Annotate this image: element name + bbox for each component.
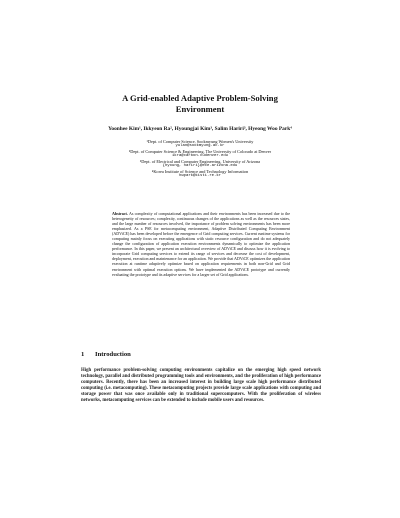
introduction-paragraph: High performance problem-solving computing environments capitalize on the emerging high speed network technology, parallel and distributed programming tools and environments, and the proliferation of high performance computers. Recently, there has been an increased interest in building large scale high performance distributed computing (i.e. metacomputing). These metacomputing projects provide large scale applications with computing and storage power that was once available only in traditional supercomputers. With the proliferation of wireless networks, metacomputing services can be extended to include mobile users and resources. <box>81 368 321 404</box>
paper-title <box>60 93 340 114</box>
abstract <box>112 211 290 277</box>
section-number: 1 <box>81 351 85 358</box>
affiliation-1: ¹Dept. of Computer Science, Sookmyung Women's University <box>146 139 254 144</box>
affiliation-3: ³Dept. of Electrical and Computer Engineering, University of Arizona <box>139 159 261 164</box>
author-list: Yoonhee Kim¹, Ikkyeon Ra², Hyoungjai Kim³, Salim Hariri³, Hyeong Woo Park⁴ <box>108 126 292 132</box>
affiliation-4: ⁴Korea Institute of Science and Technology Information <box>151 169 249 174</box>
affiliation-2-email: ikra@carbon.cudenver.edu <box>171 154 229 158</box>
section-title: Introduction <box>95 351 131 358</box>
affiliation-3-email: {hyoung, hariri}@ece.arizona.edu <box>162 164 238 168</box>
title-line-2: Environment <box>175 103 225 114</box>
affiliation-4-email: hwpark@kisti.re.kr <box>178 174 222 178</box>
affiliation-1-email: yulan@sookmyung.ac.kr <box>175 144 225 148</box>
affiliations <box>90 139 310 179</box>
affiliation-2: ²Dept. of Computer Science & Engineering, The University of Colorado at Denver <box>128 149 272 154</box>
abstract-label: Abstract. <box>112 211 128 216</box>
title-line-1: A Grid-enabled Adaptive Problem-Solving <box>122 93 278 103</box>
section-heading <box>81 351 321 359</box>
abstract-text: As complexity of computational applications and their environments has been increased due to the heterogeneity of resources; complexity, continuous changes of the applications as well as the resources states, and the large number of resources involved, the importance of problem solving environments has been more emphasized. As a PSE for metacomputing environment, Adaptive Distributed Computing Environment (ADViCE) has been developed before the emergence of Grid computing services. Current runtime systems for computing mainly focus on executing applications with static resource configuration and do not adequately change the configuration of application execution environments dynamically to optimize the application performance. In this paper, we present an architectural overview of ADViCE and discuss how it is evolving to incorporate Grid computing services to extend its range of services and decrease the cost of development, deployment, execution and maintenance for an application. We provide that ADViCE optimizes the application execution at runtime adaptively optimize based on application requirements in both non-Grid and Grid environment with optimal execution options. We have implemented the ADViCE prototype and currently evaluating the prototype and its adaptive services for a larger set of Grid applications. <box>112 211 290 277</box>
